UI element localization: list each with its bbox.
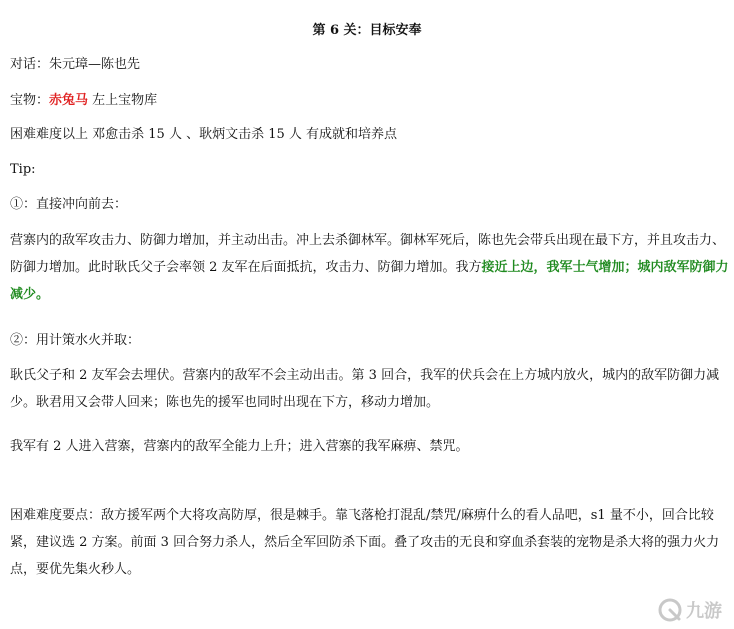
nine-game-logo-icon — [657, 597, 683, 623]
page-title: 第 6 关：目标安奉 — [312, 23, 422, 38]
method2-heading: ②：用计策水火并取： — [10, 333, 141, 348]
watermark-logo — [657, 597, 722, 623]
hard-difficulty-note: 困难难度以上 邓愈击杀 15 人 、耿炳文击杀 15 人 有成就和培养点 — [10, 127, 398, 142]
method1-text: 营寨内的敌军攻击力、防御力增加，并主动出击。冲上去杀御林军。御林军死后，陈也先会带兵出现在最下方，并且攻击力、防御力增加。此时耿氏父子会率领 2 友军在后面抵抗，攻击力、防御力增加。我方 — [10, 233, 726, 275]
dialog-line: 对话：朱元璋—陈也先 — [10, 57, 141, 72]
watermark-text: 九游 — [686, 601, 722, 622]
method2-paragraph: 耿氏父子和 2 友军会去埋伏。营寨内的敌军不会主动出击。第 3 回合，我军的伏兵会在上方城内放火，城内的敌军防御力减少。耿君用又会带人回来；陈也先的援军也同时出现在下方，移动力增加。 — [10, 368, 720, 410]
treasure-prefix: 宝物： — [10, 93, 50, 108]
hard-difficulty-points: 困难难度要点：敌方援军两个大将攻高防厚，很是棘手。靠飞落枪打混乱/禁咒/麻痹什么的看人品吧，s1 量不小，回合比较紧，建议选 2 方案。前面 3 回合努力杀人，然后全军回防杀下面。叠了攻击的无良和穿血杀套装的宠物是杀大将的强力火力点，要优先集火秒人。 — [10, 508, 720, 577]
method1-paragraph — [10, 227, 730, 308]
tip-label: Tip: — [10, 162, 36, 177]
method1-heading: ①：直接冲向前去： — [10, 197, 128, 212]
method2-consequence: 我军有 2 人进入营寨，营寨内的敌军全能力上升；进入营寨的我军麻痹、禁咒。 — [10, 439, 469, 454]
method1-highlight: 接近上边，我军士气增加；城内敌军防御力减少。 — [10, 260, 729, 302]
treasure-item: 赤兔马 — [49, 93, 89, 108]
treasure-location: 左上宝物库 — [88, 93, 158, 108]
treasure-line — [10, 92, 724, 110]
